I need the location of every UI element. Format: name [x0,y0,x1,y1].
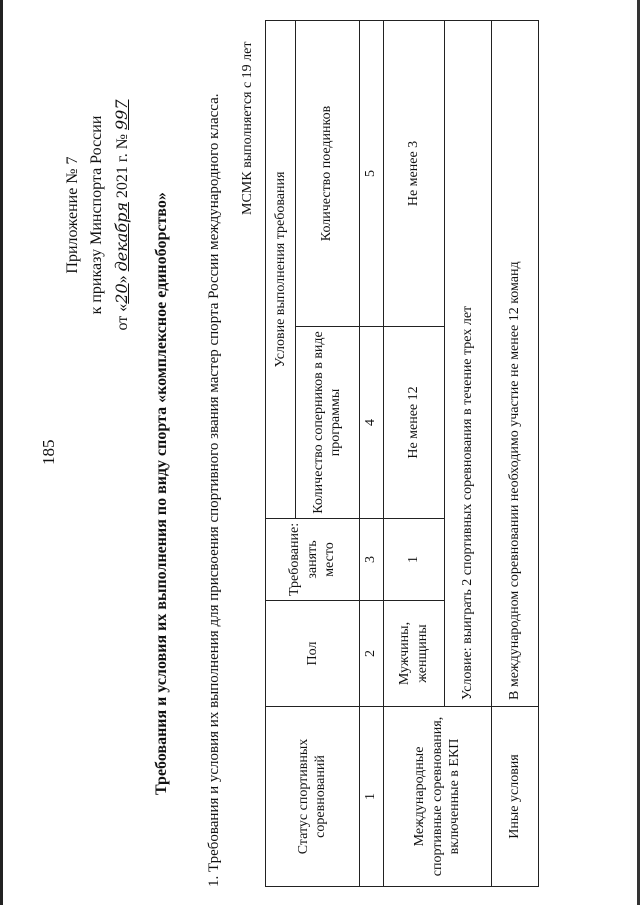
order-day: 20 [112,283,131,304]
header-requirement: Требование: занять место [266,519,360,601]
header-opponents: Количество соперников в виде программы [295,327,359,519]
other-conditions-label: Иные условия [492,707,539,887]
column-number: 5 [359,20,383,326]
row-place: 1 [383,519,445,601]
row-opponents: Не менее 12 [383,327,445,519]
column-number: 3 [359,519,383,601]
order-month: декабря [112,202,131,272]
page-number: 185 [39,439,58,465]
header-condition-group: Условие выполнения требования [266,20,296,518]
appendix-label: Приложение № 7 [64,156,81,274]
row-sex: Мужчины, женщины [383,601,445,707]
order-date-line: от «20» декабря 2021 г. № 997 [112,99,131,331]
header-bouts: Количество поединков [295,20,359,326]
age-note: МСМК выполняется с 19 лет [240,41,255,215]
column-number: 2 [359,601,383,707]
column-number: 4 [359,327,383,519]
column-number: 1 [359,707,383,887]
header-status: Статус спортивных соревнований [266,707,360,887]
header-sex: Пол [266,601,360,707]
other-conditions-text: В международном соревновании необходимо участие не менее 12 команд [492,20,539,706]
row-bouts: Не менее 3 [383,20,445,326]
order-reference: к приказу Минспорта России [88,115,105,315]
row-condition: Условие: выиграть 2 спортивных соревнования в течение трех лет [445,20,492,706]
row-status: Международные спортивные соревнования, включенные в ЕКП [383,707,492,887]
section-paragraph: 1. Требования и условия их выполнения для присвоения спортивного звания мастер спорта России международного класса. [206,93,222,887]
document-title: Требования и условия их выполнения по виду спорта «комплексное единоборство» [153,192,170,795]
order-number: 997 [112,99,131,131]
requirements-table [265,20,539,887]
